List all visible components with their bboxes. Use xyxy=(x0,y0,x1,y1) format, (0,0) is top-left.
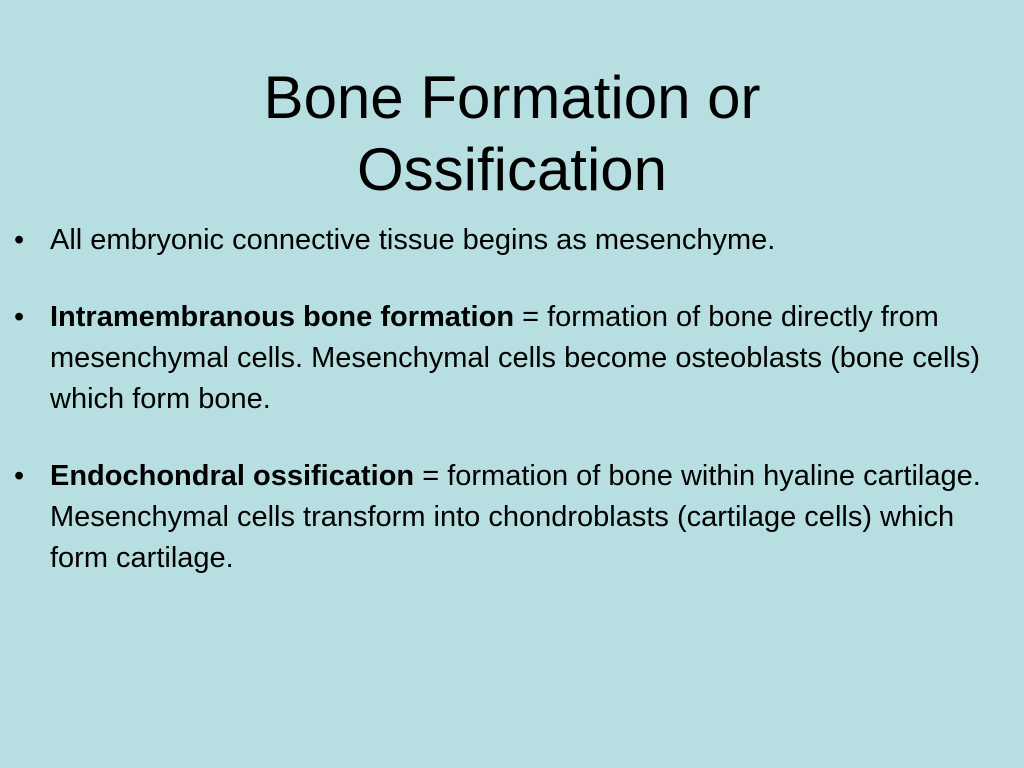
bullet-text: All embryonic connective tissue begins as mesenchyme. xyxy=(50,224,776,256)
bullet-marker: • xyxy=(14,224,25,256)
bullet-item-mesenchyme xyxy=(14,220,1004,261)
bullet-term: Endochondral ossification xyxy=(50,460,415,492)
slide-title-line-1: Bone Formation or xyxy=(263,64,761,132)
bullet-list xyxy=(14,220,1004,615)
bullet-item-intramembranous xyxy=(14,297,1004,420)
bullet-text: = formation of bone directly from mesenchymal cells. Mesenchymal cells become osteoblasts (bone cells) which form bone. xyxy=(50,301,980,415)
bullet-marker: • xyxy=(14,460,25,492)
slide-title-line-2: Ossification xyxy=(356,136,668,204)
bullet-text: = formation of bone within hyaline cartilage. Mesenchymal cells transform into chondroblasts (cartilage cells) which form cartilage. xyxy=(50,460,981,574)
slide-title xyxy=(0,62,1024,206)
bullet-term: Intramembranous bone formation xyxy=(50,301,515,333)
bullet-item-endochondral xyxy=(14,456,1004,579)
bullet-marker: • xyxy=(14,301,25,333)
